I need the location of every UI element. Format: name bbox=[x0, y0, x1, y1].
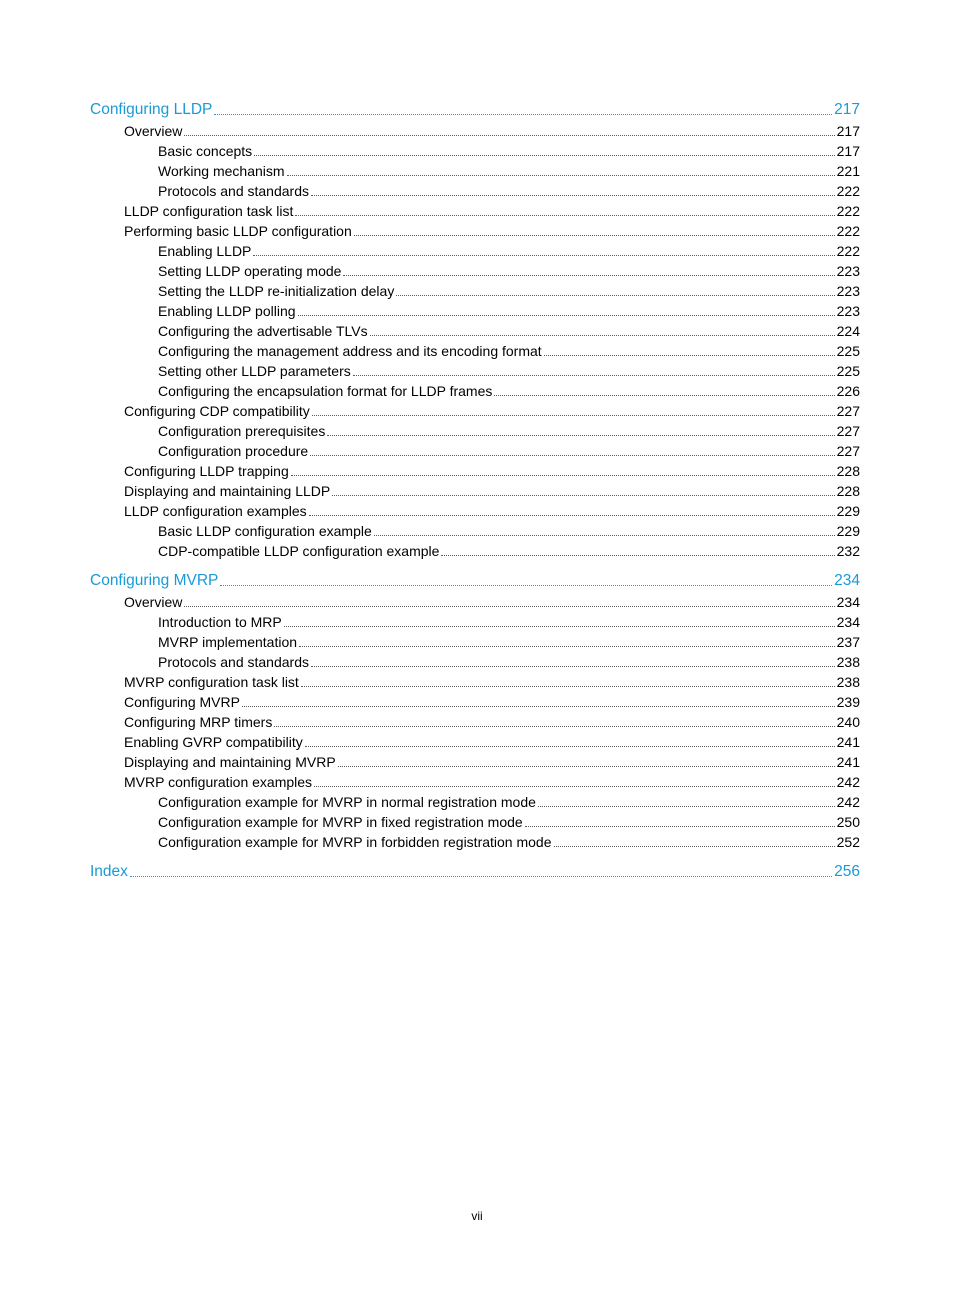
dot-leader bbox=[327, 434, 834, 436]
toc-entry-title: Configuration example for MVRP in fixed registration mode bbox=[158, 814, 523, 830]
toc-entry-page: 223 bbox=[836, 263, 860, 279]
dot-leader bbox=[311, 665, 835, 667]
dot-leader bbox=[314, 785, 835, 787]
toc-entry-page: 217 bbox=[836, 143, 860, 159]
toc-entry-title: Introduction to MRP bbox=[158, 614, 282, 630]
toc-section-link[interactable] bbox=[158, 161, 860, 181]
dot-leader bbox=[309, 514, 835, 516]
toc-entry-title: Protocols and standards bbox=[158, 654, 309, 670]
dot-leader bbox=[353, 374, 835, 376]
toc-entry-title: Enabling LLDP bbox=[158, 243, 252, 259]
toc-entry-title: Configuring MVRP bbox=[124, 694, 240, 710]
toc-entry-page: 234 bbox=[836, 594, 860, 610]
dot-leader bbox=[370, 334, 835, 336]
toc-section-link[interactable] bbox=[124, 501, 860, 521]
toc-entry-page: 222 bbox=[836, 243, 860, 259]
toc-entry-title: Configuring CDP compatibility bbox=[124, 403, 310, 419]
toc-entry-page: 222 bbox=[836, 223, 860, 239]
dot-leader bbox=[253, 254, 834, 256]
toc-chapter-link[interactable] bbox=[90, 862, 860, 882]
toc-section-link[interactable] bbox=[158, 792, 860, 812]
dot-leader bbox=[312, 414, 835, 416]
toc-section-link[interactable] bbox=[124, 692, 860, 712]
toc-entry-title: Displaying and maintaining MVRP bbox=[124, 754, 336, 770]
toc-entry-page: 234 bbox=[834, 572, 860, 589]
toc-entry-title: LLDP configuration task list bbox=[124, 203, 294, 219]
toc-section-link[interactable] bbox=[124, 712, 860, 732]
toc-section-link[interactable] bbox=[158, 812, 860, 832]
toc-entry-page: 223 bbox=[836, 283, 860, 299]
toc-section-link[interactable] bbox=[124, 201, 860, 221]
toc-entry-page: 223 bbox=[836, 303, 860, 319]
toc-entry-title: Configuration example for MVRP in forbidden registration mode bbox=[158, 834, 552, 850]
toc-section-link[interactable] bbox=[124, 772, 860, 792]
toc-entry-title: MVRP configuration examples bbox=[124, 774, 313, 790]
toc-entry-page: 239 bbox=[836, 694, 860, 710]
toc-entry-page: 217 bbox=[836, 123, 860, 139]
toc-entry-title: Configuration prerequisites bbox=[158, 423, 326, 439]
toc-section-link[interactable] bbox=[124, 752, 860, 772]
toc-entry-page: 242 bbox=[836, 774, 860, 790]
toc-section-link[interactable] bbox=[158, 361, 860, 381]
dot-leader bbox=[538, 805, 835, 807]
toc-entry-page: 237 bbox=[836, 634, 860, 650]
dot-leader bbox=[298, 314, 835, 316]
toc-entry-title: Configuring LLDP trapping bbox=[124, 463, 289, 479]
toc-section-link[interactable] bbox=[158, 321, 860, 341]
toc-entry-page: 241 bbox=[836, 754, 860, 770]
toc-entry-title: Setting the LLDP re-initialization delay bbox=[158, 283, 395, 299]
toc-section-link[interactable] bbox=[158, 421, 860, 441]
toc-entry-title: Overview bbox=[124, 594, 183, 610]
dot-leader bbox=[291, 474, 835, 476]
dot-leader bbox=[338, 765, 835, 767]
toc-section-link[interactable] bbox=[158, 381, 860, 401]
dot-leader bbox=[284, 625, 835, 627]
toc-chapter-link[interactable] bbox=[90, 100, 860, 120]
toc-entry-title: MVRP implementation bbox=[158, 634, 298, 650]
dot-leader bbox=[343, 274, 834, 276]
toc-entry-page: 229 bbox=[836, 523, 860, 539]
dot-leader bbox=[130, 875, 832, 877]
toc-section-link[interactable] bbox=[124, 401, 860, 421]
toc-section-link[interactable] bbox=[158, 541, 860, 561]
toc-entry-title: Overview bbox=[124, 123, 183, 139]
toc-entry-page: 241 bbox=[836, 734, 860, 750]
dot-leader bbox=[494, 394, 834, 396]
dot-leader bbox=[525, 825, 835, 827]
toc-entry-page: 221 bbox=[836, 163, 860, 179]
dot-leader bbox=[354, 234, 835, 236]
dot-leader bbox=[441, 554, 834, 556]
toc-entry-page: 228 bbox=[836, 483, 860, 499]
toc-entry-title: Enabling GVRP compatibility bbox=[124, 734, 303, 750]
dot-leader bbox=[299, 645, 835, 647]
toc-entry-title: Configuring MVRP bbox=[90, 572, 219, 589]
toc-section-link[interactable] bbox=[158, 241, 860, 261]
toc-section-link[interactable] bbox=[158, 441, 860, 461]
toc-entry-title: Configuring LLDP bbox=[90, 101, 213, 118]
toc-entry-title: Configuration example for MVRP in normal registration mode bbox=[158, 794, 536, 810]
toc-entry-page: 228 bbox=[836, 463, 860, 479]
toc-entry-title: Index bbox=[90, 863, 128, 880]
dot-leader bbox=[274, 725, 834, 727]
dot-leader bbox=[287, 174, 835, 176]
toc-entry-title: Working mechanism bbox=[158, 163, 285, 179]
dot-leader bbox=[254, 154, 834, 156]
dot-leader bbox=[310, 454, 834, 456]
dot-leader bbox=[311, 194, 835, 196]
toc-entry-title: CDP-compatible LLDP configuration example bbox=[158, 543, 440, 559]
dot-leader bbox=[396, 294, 834, 296]
toc-section-link[interactable] bbox=[124, 121, 860, 141]
dot-leader bbox=[544, 354, 835, 356]
page-number: vii bbox=[471, 1209, 483, 1223]
toc-entry-page: 234 bbox=[836, 614, 860, 630]
toc-entry-title: Basic LLDP configuration example bbox=[158, 523, 372, 539]
toc-section-link[interactable] bbox=[158, 521, 860, 541]
toc-section-link[interactable] bbox=[158, 281, 860, 301]
toc-section-link[interactable] bbox=[158, 141, 860, 161]
toc-entry-title: Basic concepts bbox=[158, 143, 253, 159]
toc-entry-page: 250 bbox=[836, 814, 860, 830]
toc-entry-page: 227 bbox=[836, 403, 860, 419]
toc-section-link[interactable] bbox=[124, 592, 860, 612]
toc-section-link[interactable] bbox=[158, 181, 860, 201]
toc-entry-page: 232 bbox=[836, 543, 860, 559]
toc-entry-page: 227 bbox=[836, 443, 860, 459]
toc-entry-title: LLDP configuration examples bbox=[124, 503, 307, 519]
dot-leader bbox=[305, 745, 835, 747]
toc-section-link[interactable] bbox=[158, 632, 860, 652]
toc-entry-title: Protocols and standards bbox=[158, 183, 309, 199]
dot-leader bbox=[332, 494, 834, 496]
dot-leader bbox=[301, 685, 835, 687]
toc-entry-page: 238 bbox=[836, 674, 860, 690]
toc-section-link[interactable] bbox=[158, 301, 860, 321]
toc-chapter-link[interactable] bbox=[90, 571, 860, 591]
toc-entry-title: Configuring the advertisable TLVs bbox=[158, 323, 368, 339]
toc-entry-title: Configuring the management address and its encoding format bbox=[158, 343, 542, 359]
toc-entry-title: Displaying and maintaining LLDP bbox=[124, 483, 331, 499]
toc-entry-page: 217 bbox=[834, 101, 860, 118]
toc-entry-page: 252 bbox=[836, 834, 860, 850]
dot-leader bbox=[220, 584, 832, 586]
toc-section-link[interactable] bbox=[158, 832, 860, 852]
toc-entry-page: 238 bbox=[836, 654, 860, 670]
toc-entry-title: Configuring MRP timers bbox=[124, 714, 273, 730]
dot-leader bbox=[554, 845, 835, 847]
toc-entry-page: 242 bbox=[836, 794, 860, 810]
dot-leader bbox=[374, 534, 835, 536]
toc-section-link[interactable] bbox=[124, 461, 860, 481]
toc-entry-title: Configuring the encapsulation format for LLDP frames bbox=[158, 383, 493, 399]
toc-entry-title: Performing basic LLDP configuration bbox=[124, 223, 352, 239]
dot-leader bbox=[295, 214, 834, 216]
toc-entry-page: 226 bbox=[836, 383, 860, 399]
dot-leader bbox=[184, 134, 834, 136]
toc-entry-page: 222 bbox=[836, 203, 860, 219]
dot-leader bbox=[242, 705, 835, 707]
toc-section-link[interactable] bbox=[124, 221, 860, 241]
toc-entry-title: Enabling LLDP polling bbox=[158, 303, 296, 319]
toc-entry-page: 222 bbox=[836, 183, 860, 199]
toc-entry-page: 224 bbox=[836, 323, 860, 339]
toc-section-link[interactable] bbox=[158, 612, 860, 632]
dot-leader bbox=[214, 113, 832, 115]
toc-entry-page: 256 bbox=[834, 863, 860, 880]
toc-entry-title: Setting LLDP operating mode bbox=[158, 263, 342, 279]
toc-section-link[interactable] bbox=[158, 261, 860, 281]
toc-entry-page: 229 bbox=[836, 503, 860, 519]
toc-section-link[interactable] bbox=[124, 481, 860, 501]
toc-entry-title: Configuration procedure bbox=[158, 443, 309, 459]
toc-section-link[interactable] bbox=[158, 341, 860, 361]
toc-entry-page: 225 bbox=[836, 363, 860, 379]
toc-section-link[interactable] bbox=[158, 652, 860, 672]
dot-leader bbox=[184, 605, 834, 607]
toc-entry-title: Setting other LLDP parameters bbox=[158, 363, 351, 379]
toc-section-link[interactable] bbox=[124, 732, 860, 752]
toc-entry-page: 240 bbox=[836, 714, 860, 730]
toc-entry-title: MVRP configuration task list bbox=[124, 674, 299, 690]
toc-entry-page: 225 bbox=[836, 343, 860, 359]
toc-section-link[interactable] bbox=[124, 672, 860, 692]
toc-entry-page: 227 bbox=[836, 423, 860, 439]
